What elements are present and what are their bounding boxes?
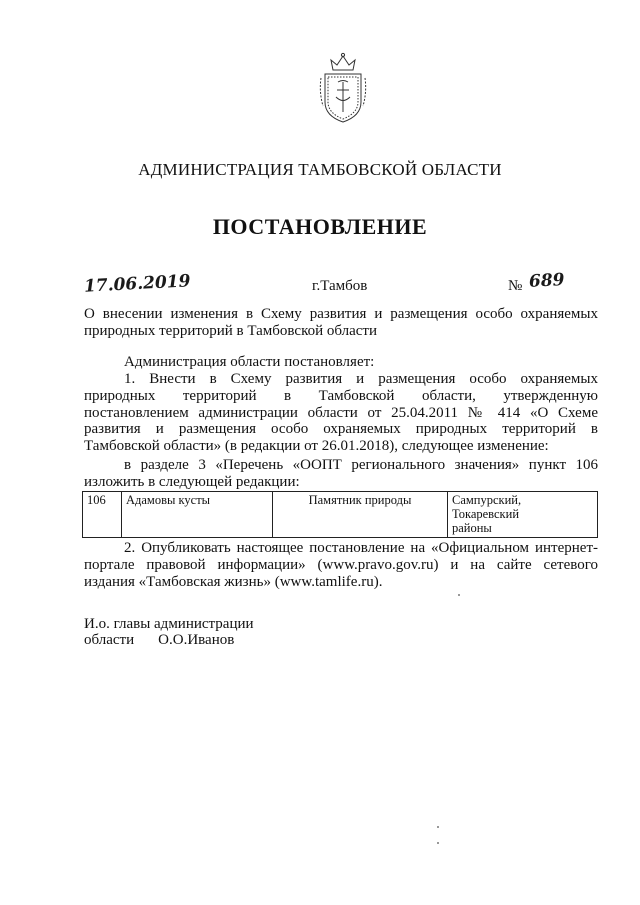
table-cell-name: Адамовы кусты: [122, 492, 273, 538]
coat-of-arms-emblem: [318, 52, 368, 124]
document-number-label: №: [508, 278, 523, 294]
section-paragraph: [84, 457, 598, 491]
subject-line: О внесении изменения в Схему развития и размещения особо охраняемых: [84, 306, 598, 322]
document-subject: [84, 306, 598, 340]
item-2-line: издания «Тамбовская жизнь» (www.tamlife.ru).: [84, 573, 383, 590]
section-line: изложить в следующей редакции:: [84, 473, 300, 490]
item-2-paragraph: [84, 540, 598, 590]
intro-paragraph: Администрация области постановляет:: [124, 354, 375, 370]
item-1-line: природных территорий в Тамбовской области, утвержденную: [84, 387, 598, 404]
signature-title-line-2: области: [84, 632, 135, 648]
signature-block: [84, 632, 234, 649]
signature-title-line-1: И.о. главы администрации: [84, 616, 254, 632]
district-line: Сампурский,: [452, 493, 522, 507]
item-2-line: 2. Опубликовать настоящее постановление на «Официальном интернет-: [124, 540, 598, 556]
item-1-line: постановлением администрации области от 25.04.2011 № 414 «О Схеме: [84, 404, 598, 421]
scan-speck: [437, 842, 439, 844]
section-line: в разделе 3 «Перечень «ООПТ регионального значения» пункт 106: [124, 457, 598, 473]
table-cell-category: Памятник природы: [273, 492, 448, 538]
item-1-line: Тамбовской области» (в редакции от 26.01.2018), следующее изменение:: [84, 438, 549, 455]
document-number: 689: [528, 270, 565, 292]
table-cell-number: 106: [83, 492, 122, 538]
scan-speck: [458, 594, 460, 596]
signatory-name: О.О.Иванов: [158, 632, 235, 648]
protected-areas-table: [82, 491, 598, 538]
item-1-line: 1. Внести в Схему развития и размещения особо охраняемых: [124, 371, 598, 387]
subject-line: природных территорий в Тамбовской области: [84, 322, 378, 339]
district-line: Токаревский: [452, 507, 520, 521]
document-date: 17.06.2019: [83, 271, 191, 297]
item-1-paragraph: [84, 371, 598, 455]
item-1-line: развития и размещения особо охраняемых природных территорий в: [84, 421, 598, 438]
document-type-title: ПОСТАНОВЛЕНИЕ: [212, 214, 428, 239]
document-city: г.Тамбов: [312, 278, 368, 294]
district-line: районы: [452, 521, 492, 535]
table-row: [83, 492, 598, 538]
scan-speck: [437, 826, 439, 828]
table-cell-districts: [448, 492, 598, 538]
organization-name: АДМИНИСТРАЦИЯ ТАМБОВСКОЙ ОБЛАСТИ: [138, 160, 502, 179]
item-2-line: портале правовой информации» (www.pravo.gov.ru) и на сайте сетевого: [84, 556, 598, 573]
